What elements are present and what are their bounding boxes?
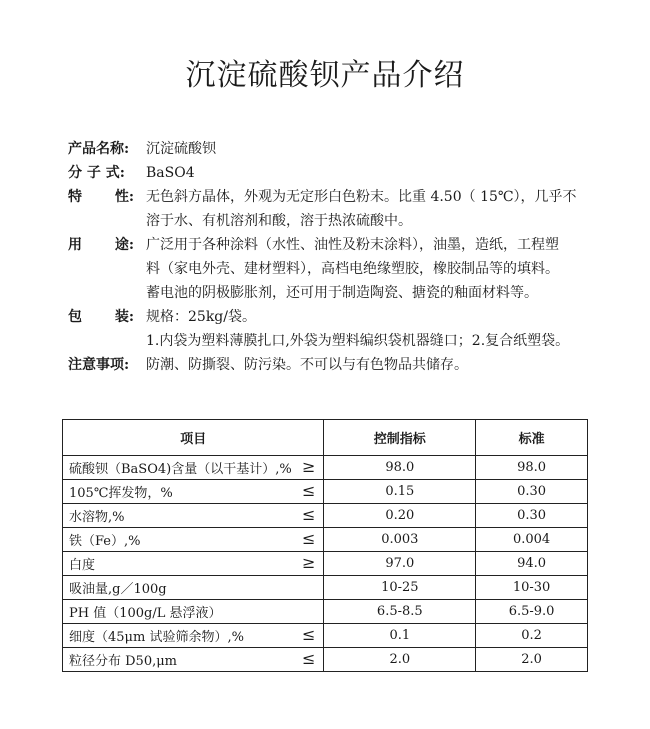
info-label: 用 途: — [68, 237, 134, 253]
info-label: 包 装: — [68, 309, 134, 325]
header-control: 控制指标 — [324, 420, 476, 456]
table-row — [63, 456, 588, 480]
control-value: 0.15 — [324, 480, 476, 504]
comparison-symbol: ≤ — [302, 505, 316, 524]
standard-value: 0.2 — [476, 624, 588, 648]
standard-value: 6.5-9.0 — [476, 600, 588, 624]
table-row — [63, 480, 588, 504]
control-value: 98.0 — [324, 456, 476, 480]
control-value: 0.1 — [324, 624, 476, 648]
control-value: 97.0 — [324, 552, 476, 576]
control-value: 2.0 — [324, 648, 476, 672]
table-row — [63, 552, 588, 576]
header-standard: 标准 — [476, 420, 588, 456]
info-label: 分 子 式: — [68, 165, 125, 181]
table-row — [63, 648, 588, 672]
info-value: 沉淀硫酸钡 — [146, 141, 216, 157]
item-label: 硫酸钡（BaSO4)含量（以干基计）,% — [69, 462, 292, 477]
item-label: 吸油量,g／100g — [69, 582, 167, 597]
control-value: 0.003 — [324, 528, 476, 552]
comparison-symbol: ≥ — [302, 553, 316, 572]
item-cell — [63, 480, 324, 504]
info-value: BaSO4 — [146, 165, 195, 181]
info-label: 产品名称: — [68, 141, 130, 157]
table-row — [63, 528, 588, 552]
item-cell — [63, 624, 324, 648]
standard-value: 0.004 — [476, 528, 588, 552]
item-label: 粒径分布 D50,μm — [69, 654, 178, 669]
spec-table — [62, 419, 588, 672]
info-value: 防潮、防撕裂、防污染。不可以与有色物品共储存。 — [146, 357, 468, 373]
info-label: 特 性: — [68, 189, 134, 205]
info-packaging-detail: 1.内袋为塑料薄膜扎口,外袋为塑料编织袋机器缝口；2.复合纸塑袋。 — [146, 333, 570, 349]
standard-value: 10-30 — [476, 576, 588, 600]
item-cell — [63, 648, 324, 672]
control-value: 10-25 — [324, 576, 476, 600]
info-name-row — [68, 137, 598, 161]
comparison-symbol: ≤ — [302, 481, 316, 500]
standard-value: 0.30 — [476, 480, 588, 504]
item-cell — [63, 576, 324, 600]
header-item: 项目 — [63, 420, 324, 456]
comparison-symbol: ≥ — [302, 457, 316, 476]
item-label: 水溶物,% — [69, 510, 125, 525]
table-header-row — [63, 420, 588, 456]
comparison-symbol: ≤ — [302, 649, 316, 668]
standard-value: 2.0 — [476, 648, 588, 672]
item-cell — [63, 600, 324, 624]
table-row — [63, 624, 588, 648]
table-row — [63, 504, 588, 528]
info-value: 规格：25kg/袋。 — [146, 309, 256, 325]
comparison-symbol: ≤ — [302, 625, 316, 644]
info-packaging-row — [68, 305, 598, 329]
control-value: 0.20 — [324, 504, 476, 528]
item-label: 铁（Fe）,% — [69, 534, 141, 549]
item-label: PH 值（100g/L 悬浮液） — [69, 606, 222, 621]
control-value: 6.5-8.5 — [324, 600, 476, 624]
info-uses-row — [68, 233, 598, 305]
info-properties-row — [68, 185, 598, 233]
standard-value: 0.30 — [476, 504, 588, 528]
item-label: 白度 — [69, 558, 96, 573]
info-value: 广泛用于各种涂料（水性、油性及粉末涂料），油墨，造纸，工程塑 料（家电外壳、建材塑料），高档电绝缘塑胶，橡胶制品等的填料。 蓄电池的阴极膨胀剂，还可用于制造陶瓷、搪瓷的釉面材料等。 — [146, 237, 559, 301]
item-cell — [63, 504, 324, 528]
info-value: 无色斜方晶体，外观为无定形白色粉末。比重 4.50（ 15℃），几乎不 溶于水、有机溶剂和酸，溶于热浓硫酸中。 — [146, 189, 577, 229]
item-cell — [63, 528, 324, 552]
standard-value: 94.0 — [476, 552, 588, 576]
standard-value: 98.0 — [476, 456, 588, 480]
info-label: 注意事项: — [68, 357, 130, 373]
product-info — [68, 137, 598, 377]
info-formula-row — [68, 161, 598, 185]
comparison-symbol: ≤ — [302, 529, 316, 548]
item-cell — [63, 552, 324, 576]
table-row — [63, 576, 588, 600]
table-row — [63, 600, 588, 624]
info-notes-row — [68, 353, 598, 377]
item-cell — [63, 456, 324, 480]
page-title: 沉淀硫酸钡产品介绍 — [185, 58, 465, 93]
item-label: 细度（45μm 试验筛余物）,% — [69, 630, 244, 645]
item-label: 105℃挥发物，% — [69, 486, 173, 501]
